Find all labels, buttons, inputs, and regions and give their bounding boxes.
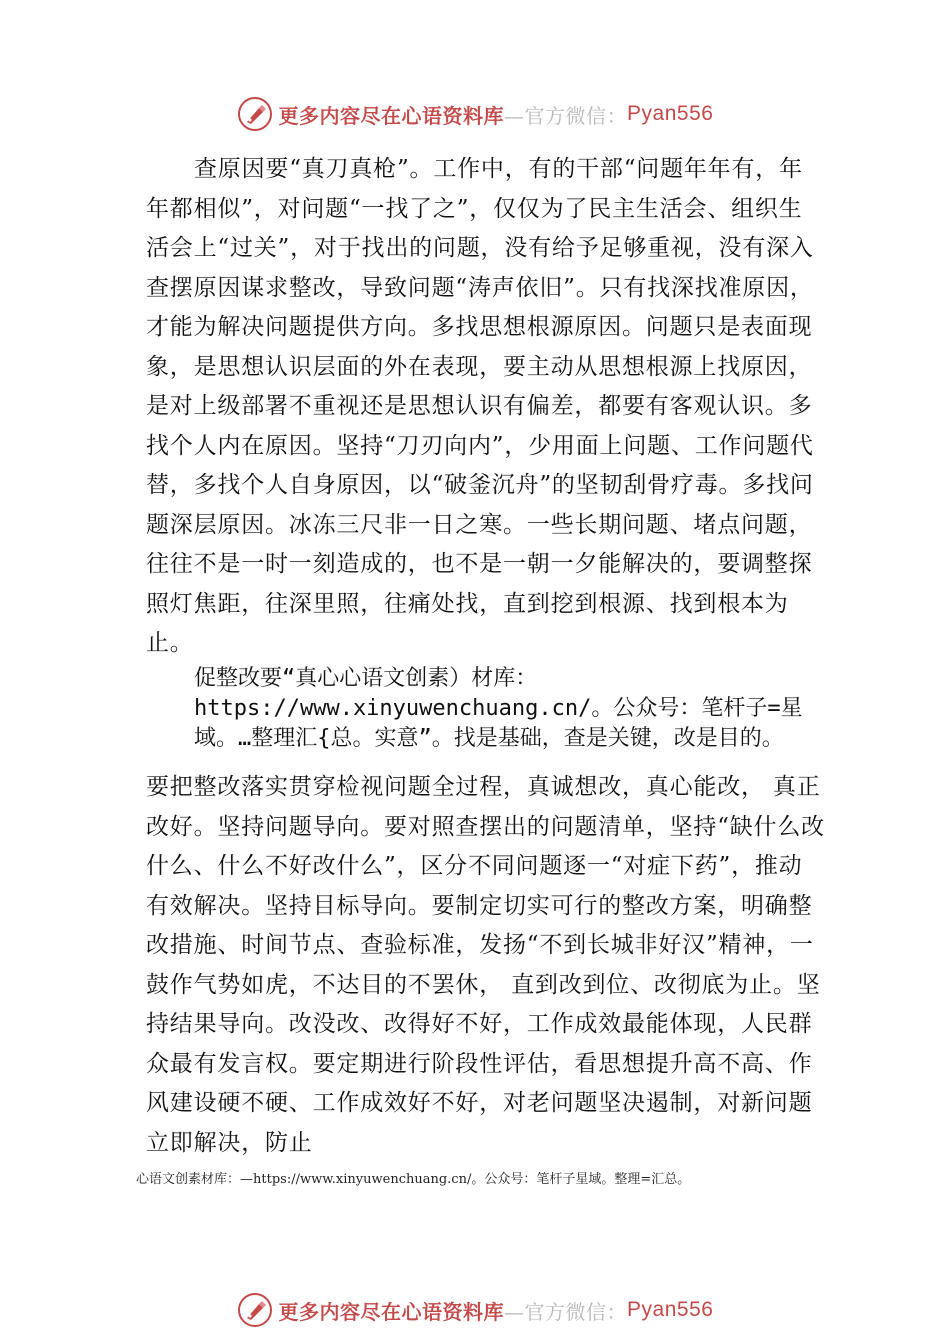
footer-source-note: 心语文创素材库：—https://www.xinyuwenchuang.cn/。公众号：笔杆子星域。整理=汇总。 xyxy=(136,1172,691,1187)
banner-separator: —官方微信： xyxy=(504,1299,628,1324)
paragraph-rectify-heading: 促整改要“真心心语文创素）材库：https://www.xinyuwenchuang.cn/。公众号：笔杆子=星域。…整理汇{总。实意”。找是基础，查是关键，改是目的。 xyxy=(194,666,803,751)
header-banner xyxy=(0,92,950,136)
banner-separator: —官方微信： xyxy=(504,103,628,128)
banner-wechat-id: Pyan556 xyxy=(627,1298,714,1321)
pen-nib-logo-icon xyxy=(237,96,273,132)
paragraph-find-causes: 查原因要“真刀真枪”。工作中，有的干部“问题年年有，年年都相似”，对问题“一找了之”，仅仅为了民主生活会、组织生活会上“过关”，对于找出的问题，没有给予足够重视，没有深入查摆原因谋求整改，导致问题“涛声依旧”。只有找深找准原因，才能为解决问题提供方向。多找思想根源原因。问题只是表面现象，是思想认识层面的外在表现，要主动从思想根源上找原因，是对上级部署不重视还是思想认识有偏差，都要有客观认识。多找个人内在原因。坚持“刀刃向内”，少用面上问题、工作问题代替，多找个人自身原因，以“破釜沉舟”的坚韧刮骨疗毒。多找问题深层原因。冰冻三尺非一日之寒。一些长期问题、堵点问题，往往不是一时一刻造成的，也不是一朝一夕能解决的，要调整探照灯焦距，往深里照，往痛处找，直到挖到根源、找到根本为止。 xyxy=(146,156,814,656)
paragraph-rectify-body: 要把整改落实贯穿检视问题全过程，真诚想改，真心能改， 真正改好。坚持问题导向。要对照查摆出的问题清单，坚持“缺什么改什么、什么不好改什么”，区分不同问题逐一“对症下药”，推动有效解决。坚持目标导向。要制定切实可行的整改方案，明确整改措施、时间节点、查验标准，发扬“不到长城非好汉”精神，一鼓作气势如虎，不达目的不罢休， 直到改到位、改彻底为止。坚持结果导向。改没改、改得好不好，工作成效最能体现，人民群众最有发言权。要定期进行阶段性评估，看思想提升高不高、作风建设硬不硬、工作成效好不好，对老问题坚决遏制，对新问题立即解决，防止 xyxy=(146,774,825,1156)
banner-title: 更多内容尽在心语资料库 xyxy=(278,103,505,128)
banner-title: 更多内容尽在心语资料库 xyxy=(278,1299,505,1324)
footer-banner xyxy=(0,1288,950,1332)
banner-wechat-id: Pyan556 xyxy=(627,102,714,125)
pen-nib-logo-icon xyxy=(237,1292,273,1328)
